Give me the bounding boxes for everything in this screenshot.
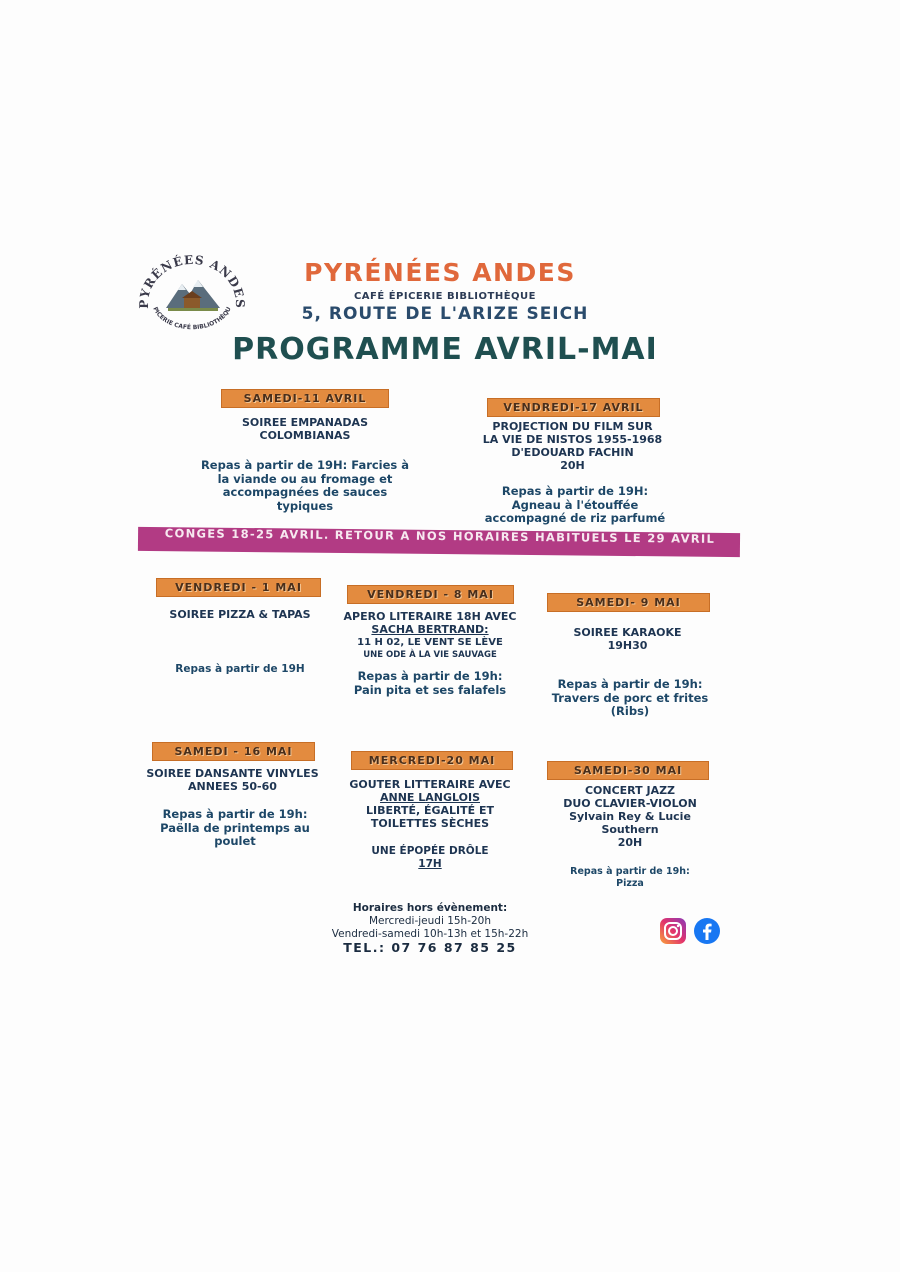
meal-line: Repas à partir de 19h:	[570, 866, 690, 877]
event-meal	[530, 678, 730, 719]
facebook-icon[interactable]	[694, 918, 720, 944]
event-date-tag: SAMEDI-11 AVRIL	[221, 389, 389, 408]
event-description	[540, 784, 720, 849]
svg-text:PYRÉNÉES ANDES: PYRÉNÉES ANDES	[138, 252, 246, 309]
hours-line: Mercredi-jeudi 15h-20h	[368, 915, 492, 927]
event-line: COLOMBIANAS	[259, 429, 351, 442]
meal-line: Repas à partir de 19h:	[357, 669, 503, 683]
meal-line: Repas à partir de 19H:	[501, 484, 649, 498]
event-line: SOIREE EMPANADAS	[241, 416, 368, 429]
brand-subtitle: CAFÉ ÉPICERIE BIBLIOTHÈQUE	[353, 291, 537, 302]
event-line: UNE ODE À LA VIE SAUVAGE	[363, 650, 497, 660]
meal-line: Pain pita et ses falafels	[353, 682, 507, 697]
event-line: Sylvain Rey & Lucie	[569, 810, 691, 823]
meal-line: (Ribs)	[610, 704, 650, 718]
instagram-icon[interactable]	[660, 918, 686, 944]
event-line: ANNEES 50-60	[188, 780, 277, 793]
event-date-tag: SAMEDI - 16 MAI	[152, 742, 315, 761]
event-line: SACHA BERTRAND:	[371, 623, 489, 636]
event-meal	[465, 485, 685, 526]
hours-title: Horaires hors évènement:	[352, 902, 508, 914]
event-line: 20H	[617, 836, 643, 849]
page-title: PROGRAMME AVRIL-MAI	[232, 332, 658, 367]
meal-line: la viande ou au fromage et	[217, 471, 393, 486]
event-line: 20H	[560, 459, 585, 472]
closure-banner-text: CONGES 18-25 AVRIL. RETOUR A NOS HORAIRES HABITUELS LE 29 AVRIL	[164, 526, 716, 546]
meal-line: accompagné de riz parfumé	[484, 511, 666, 525]
event-line: LIBERTÉ, ÉGALITÉ ET	[365, 804, 495, 817]
event-date-tag: SAMEDI-30 MAI	[547, 761, 709, 780]
logo	[138, 252, 246, 342]
meal-line: Paëlla de printemps au	[160, 820, 310, 835]
hours-line: Vendredi-samedi 10h-13h et 15h-22h	[331, 928, 529, 940]
event-date-tag: VENDREDI - 1 MAI	[156, 578, 321, 597]
event-meal	[135, 808, 335, 849]
event-line: UNE ÉPOPÉE DRÔLE	[371, 845, 489, 857]
event-line: TOILETTES SÈCHES	[370, 817, 490, 830]
event-line: 19H30	[607, 639, 648, 652]
event-date-tag: MERCREDI-20 MAI	[351, 751, 513, 770]
meal-line: Agneau à l'étouffée	[511, 497, 639, 512]
event-meal	[190, 459, 420, 513]
event-meal	[540, 866, 720, 890]
event-meal	[330, 670, 530, 697]
phone-number: TEL.: 07 76 87 85 25	[343, 940, 517, 955]
event-description	[325, 845, 535, 871]
meal-line: Repas à partir de 19h:	[557, 677, 703, 691]
event-description	[330, 610, 530, 662]
brand-name: PYRÉNÉES ANDES	[304, 258, 576, 287]
event-line: APERO LITERAIRE 18H AVEC	[343, 610, 517, 623]
event-description	[205, 416, 405, 442]
meal-line: typiques	[276, 498, 334, 513]
event-line: D'EDOUARD FACHIN	[511, 446, 634, 459]
meal-line: Repas à partir de 19h:	[162, 807, 308, 821]
event-line: GOUTER LITTERAIRE AVEC	[349, 778, 511, 791]
event-line: 11 H 02, LE VENT SE LÈVE	[357, 637, 503, 648]
event-meal: Repas à partir de 19H	[175, 663, 305, 675]
address: 5, ROUTE DE L'ARIZE SEICH	[301, 304, 589, 324]
svg-text:ÉPICERIE CAFÉ BIBLIOTHÈQUE: PICERIE CAFÉ BIBLIOTHÈQU	[151, 305, 233, 332]
event-line: SOIREE KARAOKE	[573, 626, 682, 639]
event-date-tag: VENDREDI - 8 MAI	[347, 585, 514, 604]
event-title: SOIREE PIZZA & TAPAS	[169, 608, 311, 621]
event-description	[325, 778, 535, 830]
event-line: LA VIE DE NISTOS 1955-1968	[482, 433, 663, 446]
opening-hours	[300, 902, 560, 941]
event-date-tag: VENDREDI-17 AVRIL	[487, 398, 660, 417]
meal-line: Repas à partir de 19H: Farcies à	[200, 458, 410, 472]
meal-line: Travers de porc et frites	[551, 690, 709, 705]
event-description	[540, 626, 715, 652]
event-line: SOIREE DANSANTE VINYLES	[146, 767, 319, 780]
event-line: PROJECTION DU FILM SUR	[492, 420, 653, 433]
event-line: Southern	[601, 823, 659, 836]
meal-line: Pizza	[616, 878, 644, 889]
event-description	[465, 420, 680, 472]
event-date-tag: SAMEDI- 9 MAI	[547, 593, 710, 612]
event-line: ANNE LANGLOIS	[379, 791, 480, 804]
event-description	[125, 767, 340, 793]
meal-line: poulet	[214, 834, 256, 848]
event-line: CONCERT JAZZ	[584, 784, 676, 797]
event-line: 17H	[418, 858, 442, 870]
meal-line: accompagnées de sauces	[222, 485, 388, 499]
event-line: DUO CLAVIER-VIOLON	[563, 797, 697, 810]
